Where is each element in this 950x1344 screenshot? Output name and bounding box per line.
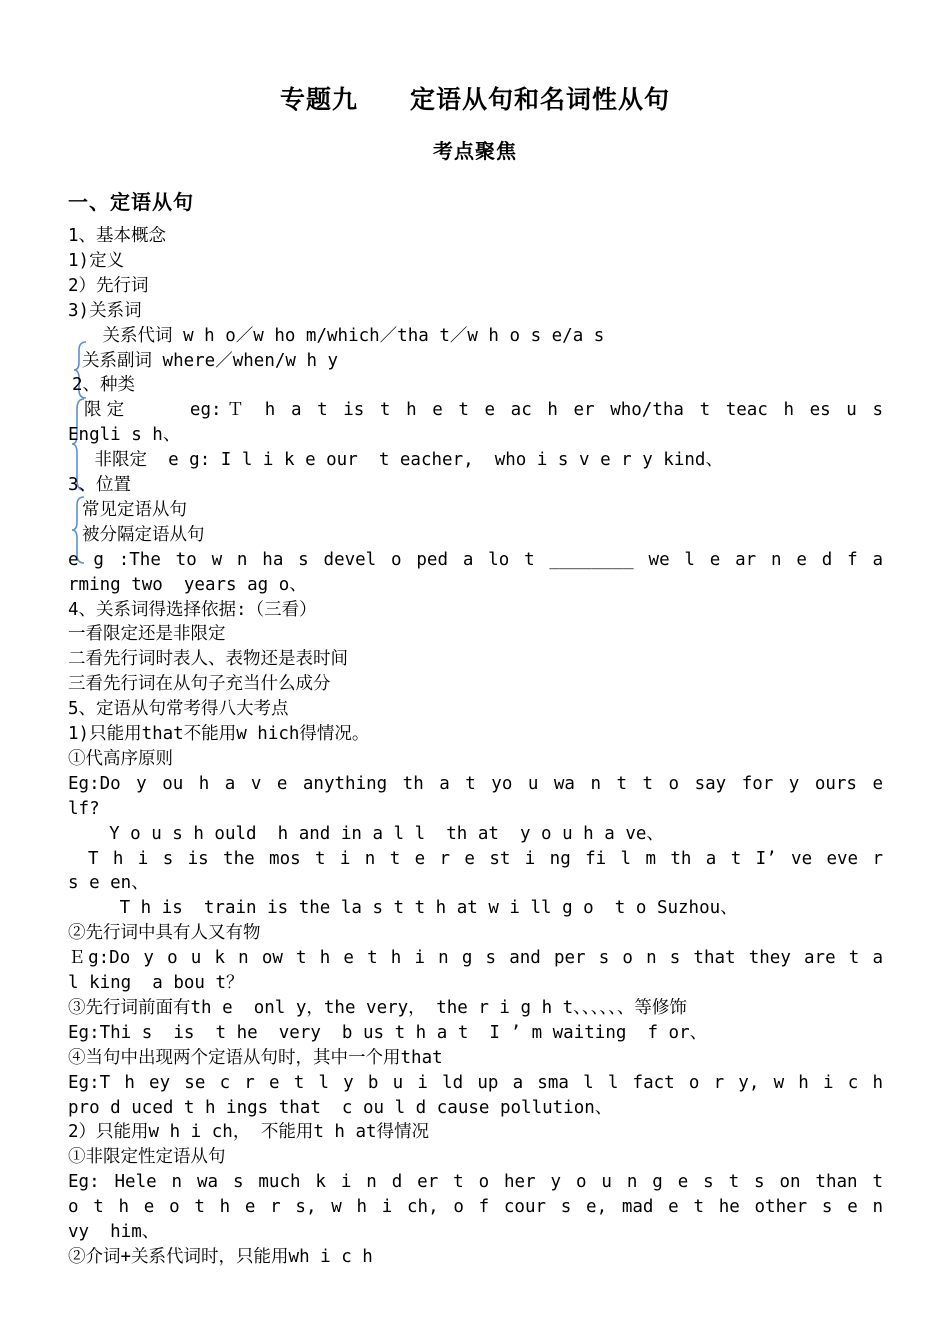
body-line: 常见定语从句 [82,499,187,520]
body-line: 一看限定还是非限定 [68,624,226,645]
body-line: Engli s h、 [68,425,181,446]
body-line: lf? [68,798,100,819]
body-line: ②先行词中具有人又有物 [68,923,261,944]
body-line: Eg:Thi s is t he very b us t h a t I ’ m waiting f or、 [68,1022,708,1043]
body-line: ②介词+关系代词时，只能用wh i c h [68,1246,373,1267]
body-line: Ｅg:Do y o u k n ow t h e t h i n g s and per s o n s that they are t a [68,948,883,969]
body-line: Eg:Do y ou h a v e anything th a t yo u wa n t t o say for y ours e [68,773,883,794]
body-line: pro d uced t h ings that c ou l d cause pollution、 [68,1097,613,1118]
body-line: e g :The to w n ha s devel o ped a lo t ________ we l e ar n e d f a [68,549,883,570]
body-line: 2）先行词 [68,275,149,296]
body-line: T h is train is the la s t t h at w i ll g o t o Suzhou、 [88,898,738,919]
body-line: 被分隔定语从句 [82,524,205,545]
body-line: 2）只能用w h i ch， 不能用t h at得情况 [68,1122,430,1143]
section-heading: 一、定语从句 [68,190,194,214]
body-line: rming two years ag o、 [68,574,307,595]
body-line: o t h e o t h e r s, w h i ch, o f cour s e, mad e t he other s e n [68,1197,883,1218]
body-line: Eg: Hele n wa s much k i n d er t o her y o u n g e s t s on than t [68,1172,883,1193]
body-line: 限定 eg:Ｔ h a t is t h e t e ac h er who/tha t teac h es u s [84,400,883,421]
body-line: 3)关系词 [68,300,142,321]
body-line: s e en、 [68,873,149,894]
body-line: 1、基本概念 [68,226,167,246]
body-line: ④当句中出现两个定语从句时，其中一个用that [68,1047,443,1068]
document-subtitle: 考点聚焦 [433,139,517,163]
body-line: ①非限定性定语从句 [68,1147,226,1168]
body-line: 2、种类 [72,375,136,396]
body-line: vy him、 [68,1222,160,1242]
body-line: 1)定义 [68,250,125,271]
body-line: 4、关系词得选择依据:（三看） [68,599,317,620]
body-line: 关系副词 where／when/w h y [82,350,339,371]
body-line: l king a bou t？ [68,973,244,993]
body-line: 3、位置 [68,475,132,495]
body-line: 非限定 e g: I l i k e our t eacher, who i s v e r y kind、 [84,450,723,471]
body-line: Eg:T h ey se c r e t l y b u i ld up a sma l l fact o r y, w h i c h [68,1072,883,1093]
body-line: ①代高序原则 [68,748,173,769]
body-line: 二看先行词时表人、表物还是表时间 [68,649,348,670]
body-line: 关系代词 w h o／w ho m/which／tha t／w h o s e/a s [92,325,605,346]
body-line: 1)只能用that不能用w hich得情况。 [68,724,370,744]
body-line: Y o u s h ould h and in a l l th at y o u h a ve、 [88,823,664,844]
body-line: 5、定语从句常考得八大考点 [68,699,289,720]
body-line: ③先行词前面有th e onl y，the very， the r i g h t、、、、、、等修饰 [68,997,687,1018]
body-line: T h i s is the mos t i n t e r e st i ng fi l m th a t I’ ve eve r [88,848,883,869]
document-title: 专题九 定语从句和名词性从句 [279,85,670,114]
body-line: 三看先行词在从句子充当什么成分 [68,674,331,695]
